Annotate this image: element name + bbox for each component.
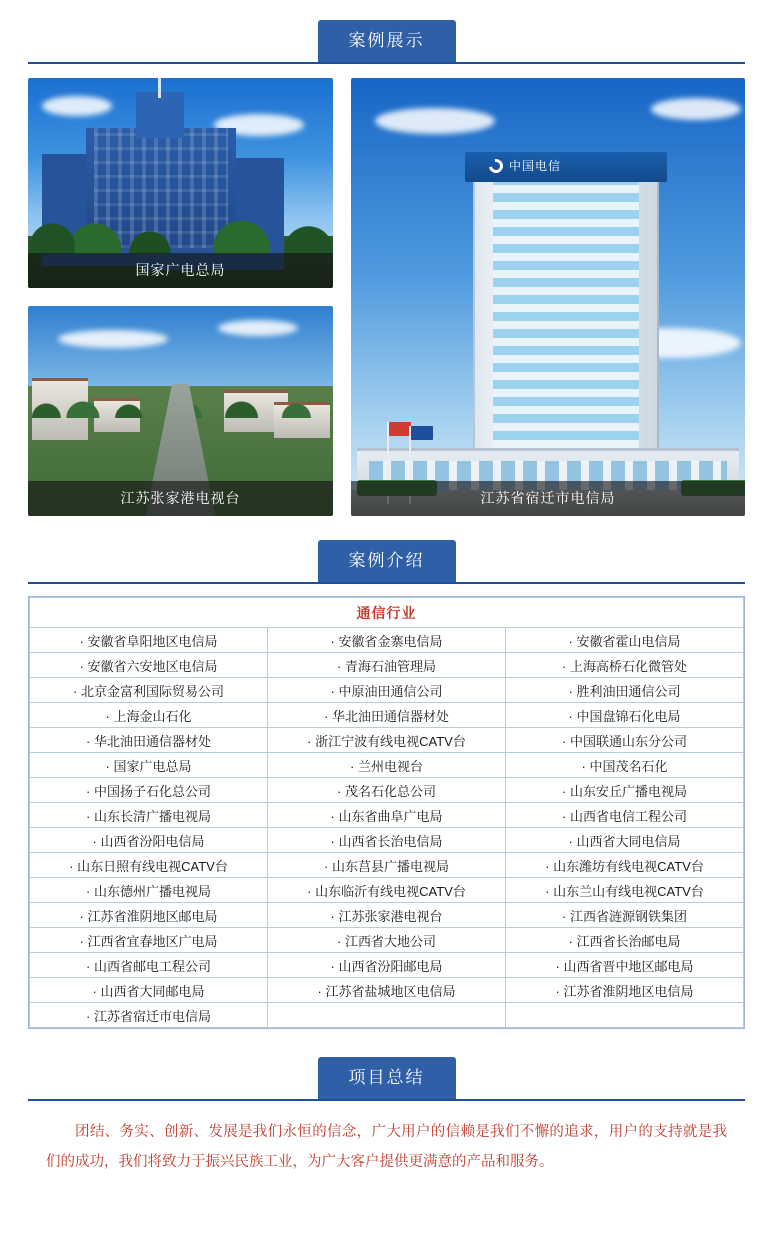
photo3-tower [473,174,659,474]
table-cell: · 山东兰山有线电视CATV台 [506,878,744,903]
table-row [30,853,744,878]
table-cell: · 安徽省霍山电信局 [506,628,744,653]
table-cell: · 山西省大同电信局 [506,828,744,853]
cases-table-body [30,598,744,1028]
header-rule [28,62,745,64]
table-title-row [30,598,744,628]
table-cell: · 华北油田通信器材处 [268,703,506,728]
table-row [30,953,744,978]
section-header-intro [0,538,773,584]
table-row [30,1003,744,1028]
table-cell: · 山东日照有线电视CATV台 [30,853,268,878]
table-cell: · 山西省电信工程公司 [506,803,744,828]
table-cell-empty [268,1003,506,1028]
photo3-flag-blue [411,426,433,440]
table-cell-empty [506,1003,744,1028]
gallery-left-column [28,78,333,516]
photo1-trees [28,214,333,254]
section-header-summary [0,1055,773,1101]
table-cell: · 青海石油管理局 [268,653,506,678]
table-cell: · 安徽省阜阳地区电信局 [30,628,268,653]
table-row [30,653,744,678]
table-cell: · 山西省大同邮电局 [30,978,268,1003]
cloud-shape [375,108,495,134]
table-cell: · 中国茂名石化 [506,753,744,778]
photo3-flag-red [389,422,411,436]
table-cell: · 茂名石化总公司 [268,778,506,803]
table-row [30,778,744,803]
table-cell: · 上海高桥石化微管处 [506,653,744,678]
table-title: 通信行业 [30,598,744,628]
table-row [30,703,744,728]
table-row [30,928,744,953]
table-cell: · 国家广电总局 [30,753,268,778]
table-row [30,753,744,778]
cloud-shape [58,330,168,348]
photo3-tower-glass [493,174,639,474]
section-title-summary: 项目总结 [319,1058,455,1098]
table-cell: · 山东省曲阜广电局 [268,803,506,828]
table-cell: · 江苏省淮阴地区邮电局 [30,903,268,928]
table-cell: · 北京金富利国际贸易公司 [30,678,268,703]
cloud-shape [218,320,298,336]
cases-table [29,597,744,1028]
cloud-shape [42,96,112,116]
table-cell: · 中国盘锦石化电局 [506,703,744,728]
table-cell: · 江西省长治邮电局 [506,928,744,953]
table-cell: · 山西省汾阳邮电局 [268,953,506,978]
table-row [30,978,744,1003]
table-cell: · 江西省大地公司 [268,928,506,953]
table-cell: · 中原油田通信公司 [268,678,506,703]
photo-caption: 江苏省宿迁市电信局 [351,481,745,516]
cloud-shape [651,98,741,120]
table-row [30,628,744,653]
table-row [30,728,744,753]
page-root [0,18,773,1239]
gallery-right-column [351,78,745,516]
photo1-tower [136,92,184,138]
table-cell: · 山西省长治电信局 [268,828,506,853]
summary-text: 团结、务实、创新、发展是我们永恒的信念，广大用户的信赖是我们不懈的追求，用户的支持就是我们的成功，我们将致力于振兴民族工业，为广大客户提供更满意的产品和服务。 [46,1124,727,1170]
table-row [30,678,744,703]
table-cell: · 华北油田通信器材处 [30,728,268,753]
section-header-showcase [0,18,773,64]
table-cell: · 江苏省宿迁市电信局 [30,1003,268,1028]
photo1-spire [158,78,161,98]
table-cell: · 山西省邮电工程公司 [30,953,268,978]
table-cell: · 山东安丘广播电视局 [506,778,744,803]
table-row [30,828,744,853]
table-cell: · 山东德州广播电视局 [30,878,268,903]
china-telecom-logo [489,157,561,174]
table-cell: · 安徽省金寨电信局 [268,628,506,653]
table-row [30,903,744,928]
table-cell: · 中国联通山东分公司 [506,728,744,753]
header-rule [28,582,745,584]
photo-zhangjiagang-tv[interactable] [28,306,333,516]
telecom-mark-icon [486,156,505,175]
table-row [30,803,744,828]
table-cell: · 上海金山石化 [30,703,268,728]
table-cell: · 安徽省六安地区电信局 [30,653,268,678]
table-cell: · 山西省汾阳电信局 [30,828,268,853]
telecom-logo-text: 中国电信 [509,159,562,173]
photo-caption: 江苏张家港电视台 [28,481,333,516]
table-cell: · 江苏省淮阴地区电信局 [506,978,744,1003]
table-cell: · 兰州电视台 [268,753,506,778]
table-cell: · 江西省宜春地区广电局 [30,928,268,953]
photo-suqian-telecom-bureau[interactable] [351,78,745,516]
table-cell: · 山东莒县广播电视局 [268,853,506,878]
table-row [30,878,744,903]
table-cell: · 山东临沂有线电视CATV台 [268,878,506,903]
gallery [28,78,745,516]
table-cell: · 中国扬子石化总公司 [30,778,268,803]
table-cell: · 江苏张家港电视台 [268,903,506,928]
table-cell: · 江苏省盐城地区电信局 [268,978,506,1003]
table-cell: · 山东潍坊有线电视CATV台 [506,853,744,878]
cases-table-wrapper [28,596,745,1029]
header-rule [28,1099,745,1101]
photo-national-broadcast-bureau[interactable] [28,78,333,288]
table-cell: · 山西省晋中地区邮电局 [506,953,744,978]
table-cell: · 山东长清广播电视局 [30,803,268,828]
photo-caption: 国家广电总局 [28,253,333,288]
table-cell: · 浙江宁波有线电视CATV台 [268,728,506,753]
table-cell: · 江西省涟源钢铁集团 [506,903,744,928]
section-title-showcase: 案例展示 [319,21,455,61]
table-cell: · 胜利油田通信公司 [506,678,744,703]
section-title-intro: 案例介绍 [319,541,455,581]
